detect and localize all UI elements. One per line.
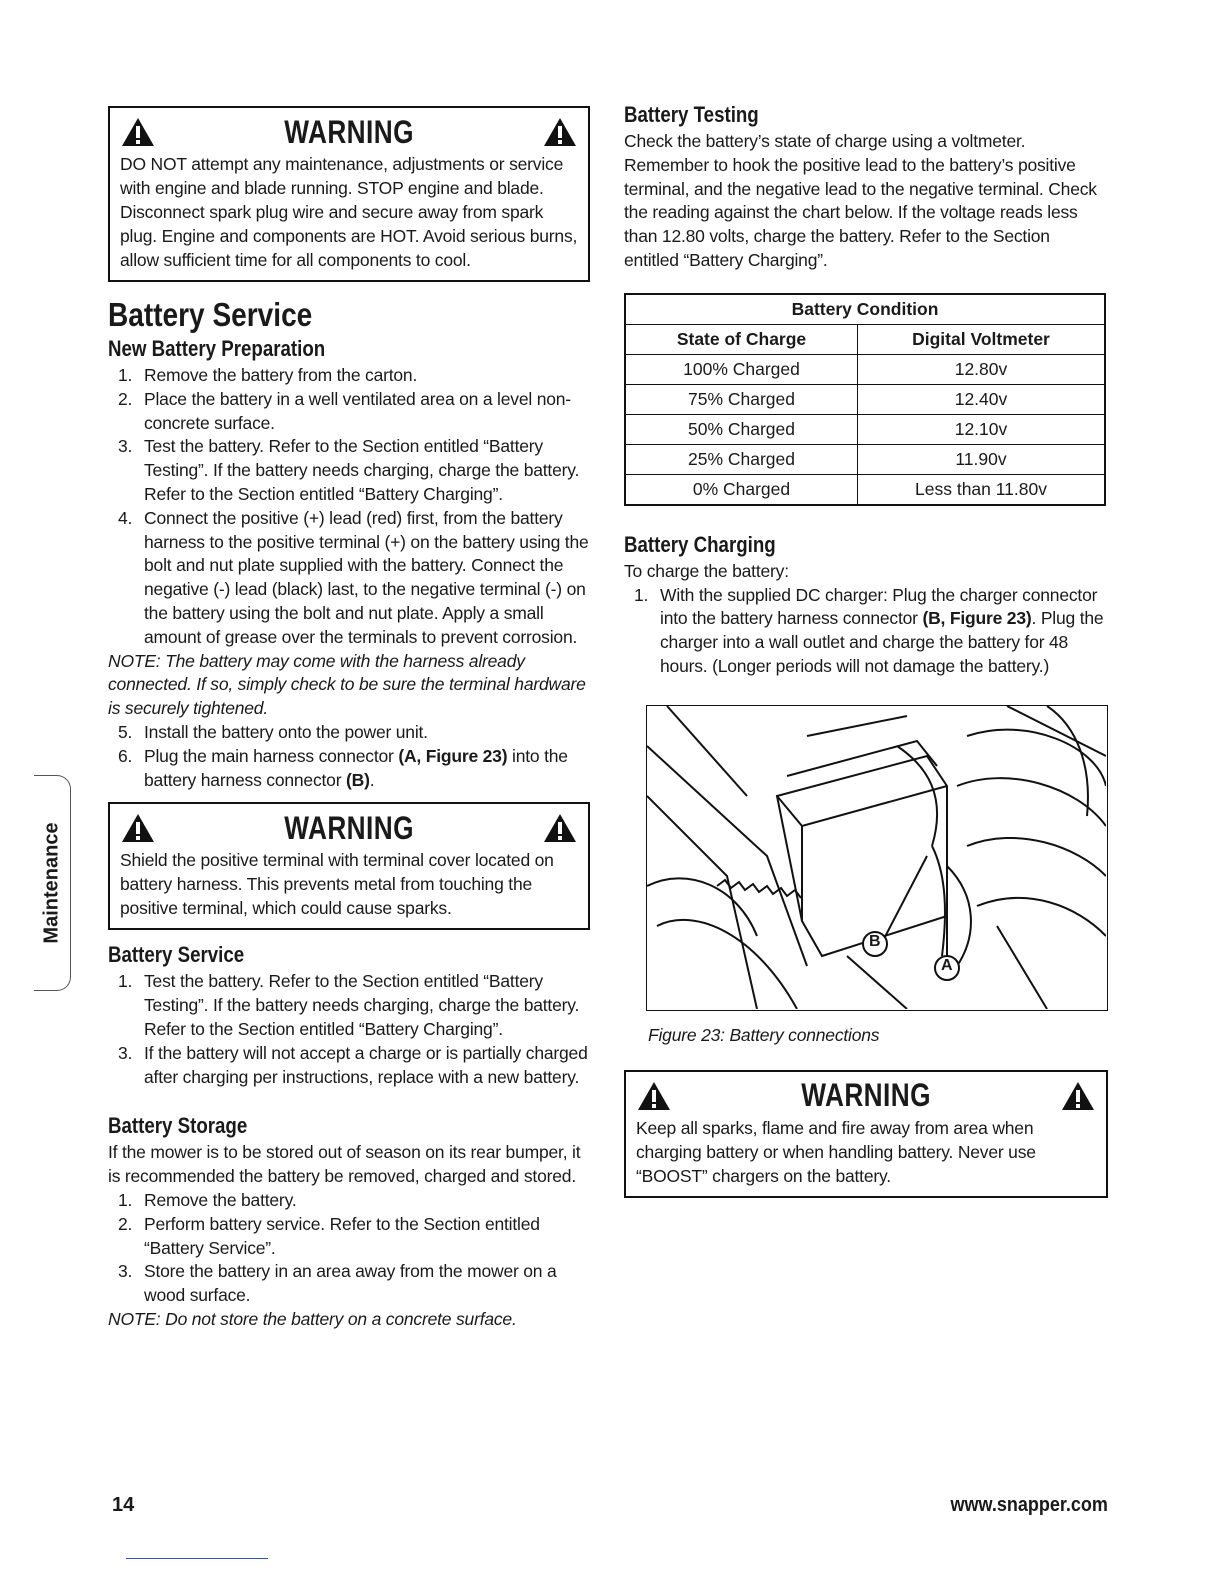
warning-text: Keep all sparks, flame and fire away from area when charging battery or when handling battery. Never use “BOOST” chargers on the battery.: [636, 1117, 1036, 1186]
maintenance-warning-box: [108, 106, 590, 282]
list-item: 2. Place the battery in a well ventilated area on a level non-concrete surface.: [118, 388, 571, 433]
list-item: 1. With the supplied DC charger: Plug the charger connector into the battery harness connector (B, Figure 23). Plug the charger into a wall outlet and charge the battery for 48 hours. (Longer periods will not damage the battery.): [634, 584, 1104, 676]
warning-triangle-icon: [1060, 1080, 1096, 1112]
table-caption: Battery Condition: [625, 294, 1105, 325]
list-item: 3. If the battery will not accept a charge or is partially charged after charging per instructions, replace with a new battery.: [118, 1042, 588, 1087]
bottom-rule: [126, 1558, 268, 1559]
figure-caption: Figure 23: Battery connections: [648, 1024, 880, 1045]
charging-intro: To charge the battery:: [624, 560, 789, 581]
battery-charging-heading: Battery Charging: [624, 531, 776, 557]
table-row: 75% Charged 12.40v: [625, 384, 1105, 414]
battery-testing-heading: Battery Testing: [624, 102, 759, 127]
list-item: 1. Remove the battery.: [118, 1189, 297, 1210]
table-row: 0% Charged Less than 11.80v: [625, 474, 1105, 505]
callout-a-label: A: [941, 956, 953, 974]
list-item: 2. Perform battery service. Refer to the Section entitled “Battery Service”.: [118, 1213, 540, 1258]
right-column: [624, 102, 1108, 1198]
maintenance-side-tab: [34, 775, 71, 991]
list-item: 1. Remove the battery from the carton.: [118, 365, 418, 385]
battery-service-heading: Battery Service: [108, 942, 245, 968]
table-row: 50% Charged 12.10v: [625, 414, 1105, 444]
warning-triangle-icon: [542, 116, 578, 148]
warning-triangle-icon: [120, 116, 156, 148]
side-tab-label: Maintenance: [40, 822, 63, 944]
sparks-warning-box: [624, 1070, 1108, 1198]
warning-triangle-icon: [636, 1080, 672, 1112]
warning-header: [120, 112, 578, 152]
battery-storage-heading: Battery Storage: [108, 1113, 248, 1139]
charging-steps: [624, 584, 1108, 679]
storage-note: NOTE: Do not store the battery on a concrete surface.: [108, 1308, 517, 1329]
site-url: www.snapper.com: [950, 1494, 1108, 1516]
warning-title: WARNING: [284, 113, 414, 150]
battery-connections-figure: [646, 705, 1108, 1011]
table-row: 25% Charged 11.90v: [625, 444, 1105, 474]
page-number: 14: [112, 1494, 135, 1516]
callout-b-label: B: [869, 932, 881, 950]
list-item: 3. Test the battery. Refer to the Section entitled “Battery Testing”. If the battery needs charging, charge the battery. Refer to the Section entitled “Battery Charging”.: [118, 436, 580, 504]
column-header: Digital Voltmeter: [858, 324, 1106, 354]
new-battery-preparation-heading: New Battery Preparation: [108, 336, 326, 361]
warning-title: WARNING: [801, 1077, 931, 1114]
battery-testing-text: Check the battery’s state of charge using a voltmeter. Remember to hook the positive lead to the battery’s positive terminal, and the negative lead to the negative terminal. Check the reading against the chart below. If the voltage reads less than 12.80 volts, charge the battery. Refer to the Section entitled “Battery Charging”.: [624, 131, 1097, 270]
storage-steps: [108, 1189, 590, 1308]
warning-triangle-icon: [120, 812, 156, 844]
service-steps: [108, 970, 590, 1089]
warning-text: DO NOT attempt any maintenance, adjustments or service with engine and blade running. STOP engine and blade. Disconnect spark plug wire and secure away from spark plug. Engine and components are HOT. Avoid serious burns, allow sufficient time for all components to cool.: [120, 154, 578, 270]
column-header: State of Charge: [625, 324, 858, 354]
list-item: 5. Install the battery onto the power unit.: [118, 721, 428, 742]
list-item: 1. Test the battery. Refer to the Section entitled “Battery Testing”. If the battery needs charging, charge the battery. Refer to the Section entitled “Battery Charging”.: [118, 971, 580, 1039]
list-item: 4. Connect the positive (+) lead (red) first, from the battery harness to the positive terminal (+) on the battery using the bolt and nut plate supplied with the battery. Connect the negative (-) lead (black) last, to the negative terminal (-) on the battery using the bolt and nut plate. Apply a small amount of grease over the terminals to prevent corrosion.: [118, 507, 589, 647]
section-title: Battery Service: [108, 296, 313, 333]
list-item: 6. Plug the main harness connector (A, Figure 23) into the battery harness connector (B).: [118, 745, 568, 790]
battery-condition-table: [624, 293, 1106, 506]
terminal-warning-box: [108, 802, 590, 930]
warning-title: WARNING: [284, 809, 414, 846]
left-column: [108, 106, 590, 1332]
battery-illustration: [647, 706, 1106, 1009]
new-prep-steps-continued: [108, 721, 590, 792]
warning-triangle-icon: [542, 812, 578, 844]
table-row: 100% Charged 12.80v: [625, 354, 1105, 384]
list-item: 3. Store the battery in an area away from the mower on a wood surface.: [118, 1261, 557, 1306]
harness-note: NOTE: The battery may come with the harness already connected. If so, simply check to be sure the terminal hardware is securely tightened.: [108, 650, 586, 719]
warning-header: [636, 1076, 1096, 1116]
new-prep-steps: [108, 364, 590, 650]
storage-intro: If the mower is to be stored out of season on its rear bumper, it is recommended the battery be removed, charged and stored.: [108, 1142, 581, 1187]
warning-header: [120, 808, 578, 848]
warning-text: Shield the positive terminal with terminal cover located on battery harness. This prevents metal from touching the positive terminal, which could cause sparks.: [120, 850, 554, 919]
